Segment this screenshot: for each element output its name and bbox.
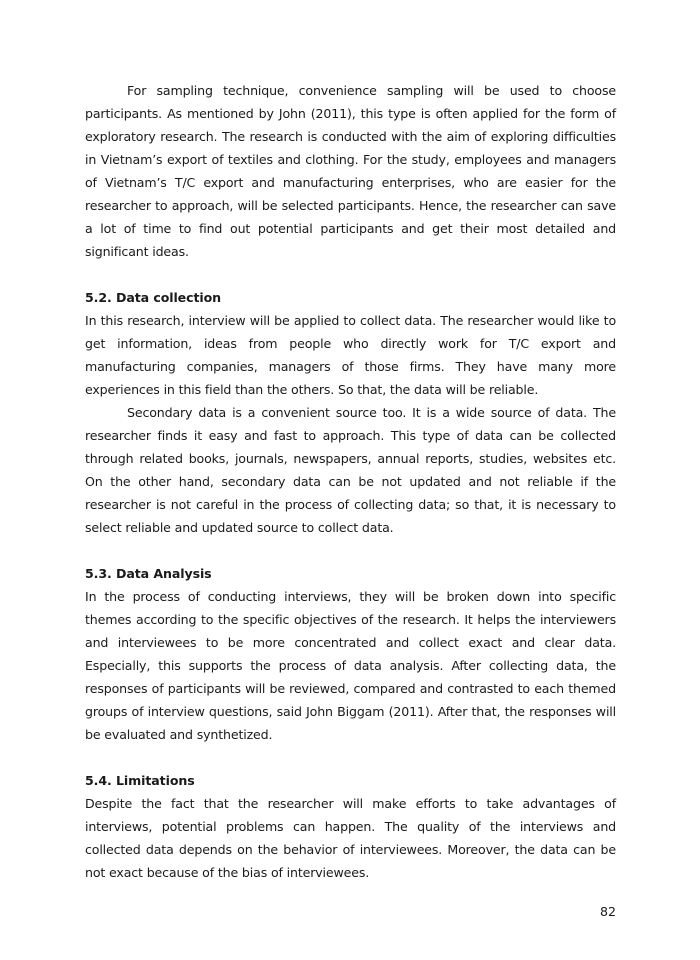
- section-gap: [85, 263, 616, 286]
- section-heading-data-collection: 5.2. Data collection: [85, 290, 222, 305]
- section-heading-data-analysis: 5.3. Data Analysis: [85, 566, 212, 581]
- page-number: 82: [599, 904, 616, 919]
- section-data-collection: [85, 286, 616, 539]
- section-gap: [85, 539, 616, 562]
- section-data-analysis: [85, 562, 616, 746]
- data-collection-paragraph-2: Secondary data is a convenient source too. It is a wide source of data. The researcher finds it easy and fast to approach. This type of data can be collected through related books, journals, newspapers, annual reports, studies, websites etc. On the other hand, secondary data can be not updated and not reliable if the researcher is not careful in the process of collecting data; so that, it is necessary to select reliable and updated source to collect data.: [85, 405, 616, 535]
- data-analysis-paragraph: In the process of conducting interviews, they will be broken down into specific themes according to the specific objectives of the research. It helps the interviewers and interviewees to be more concentrated and collect exact and clear data. Especially, this supports the process of data analysis. After collecting data, the responses of participants will be reviewed, compared and contrasted to each themed groups of interview questions, said John Biggam (2011). After that, the responses will be evaluated and synthetized.: [85, 589, 616, 742]
- section-limitations: [85, 769, 616, 884]
- sampling-paragraph: For sampling technique, convenience sampling will be used to choose participants. As mentioned by John (2011), this type is often applied for the form of exploratory research. The research is conducted with the aim of exploring difficulties in Vietnam’s export of textiles and clothing. For the study, employees and managers of Vietnam’s T/C export and manufacturing enterprises, who are easier for the researcher to approach, will be selected participants. Hence, the researcher can save a lot of time to find out potential participants and get their most detailed and significant ideas.: [85, 83, 616, 259]
- limitations-paragraph: Despite the fact that the researcher will make efforts to take advantages of interviews, potential problems can happen. The quality of the interviews and collected data depends on the behavior of interviewees. Moreover, the data can be not exact because of the bias of interviewees.: [85, 796, 616, 880]
- data-collection-paragraph-1: In this research, interview will be applied to collect data. The researcher would like to get information, ideas from people who directly work for T/C export and manufacturing companies, managers of those firms. They have many more experiences in this field than the others. So that, the data will be reliable.: [85, 313, 616, 397]
- section-heading-limitations: 5.4. Limitations: [85, 773, 195, 788]
- section-gap: [85, 746, 616, 769]
- page-content: [85, 79, 616, 884]
